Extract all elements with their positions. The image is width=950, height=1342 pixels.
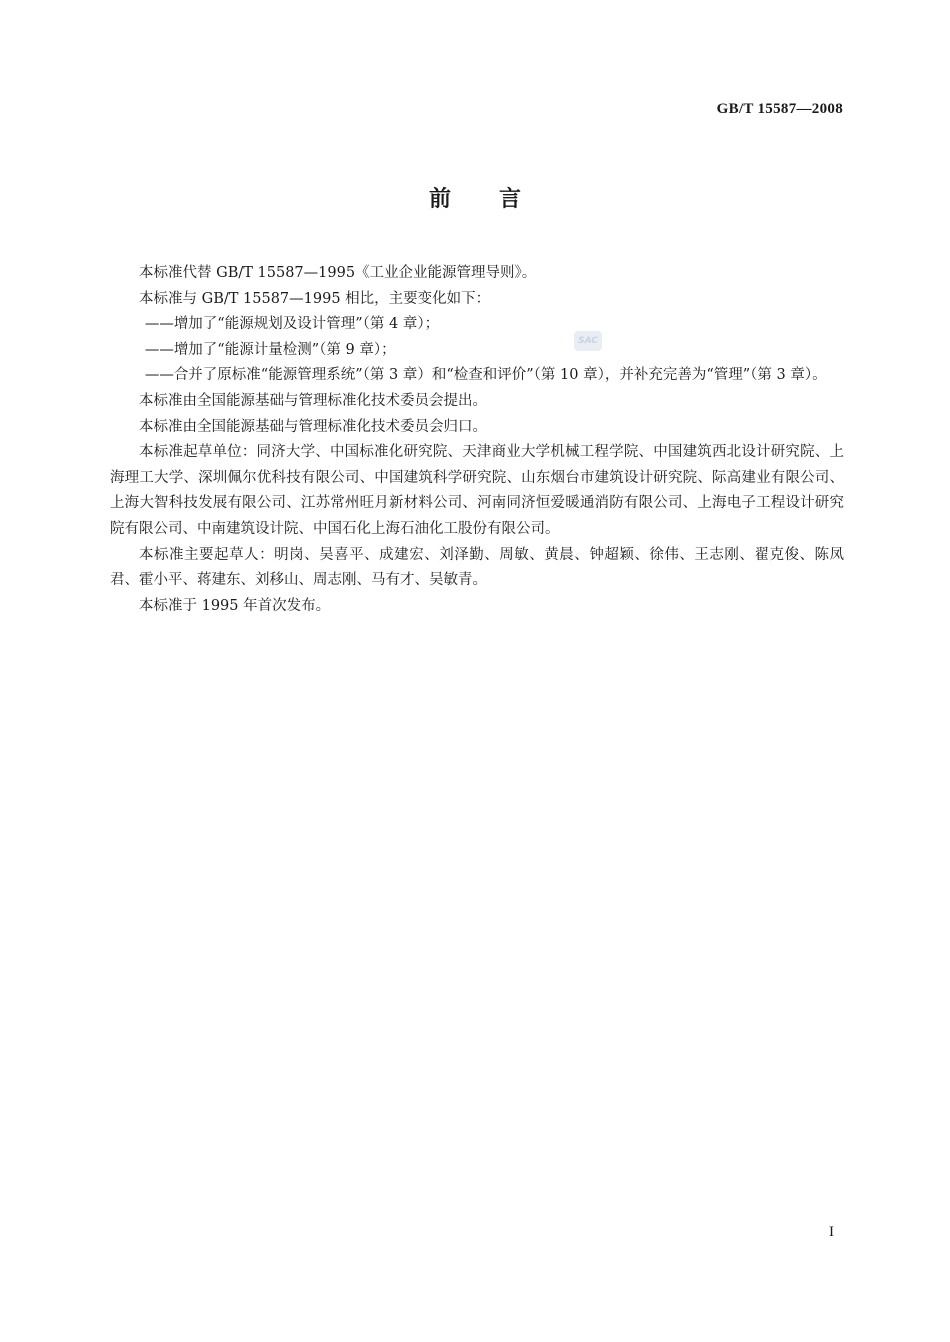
change-item-3: ——合并了原标准“能源管理系统”（第 3 章）和“检查和评价”（第 10 章），并补充完善为“管理”（第 3 章）。 (144, 367, 827, 384)
paragraph-proposed-by: 本标准由全国能源基础与管理标准化技术委员会提出。 (139, 392, 487, 409)
change-item-1: ——增加了“能源规划及设计管理”（第 4 章）； (144, 316, 440, 333)
change-item-2: ——增加了“能源计量检测”（第 9 章）； (144, 341, 396, 358)
paragraph-first-issued: 本标准于 1995 年首次发布。 (139, 597, 331, 614)
standard-code: GB/T 15587—2008 (716, 101, 843, 117)
paragraph-drafting-units: 本标准起草单位：同济大学、中国标准化研究院、天津商业大学机械工程学院、中国建筑西北设计研究院、上海理工大学、深圳佩尔优科技有限公司、中国建筑科学研究院、山东烟台市建筑设计研究院、际高建业有限公司、上海大智科技发展有限公司、江苏常州旺月新材料公司、河南同济恒爱暖通消防有限公司、上海电子工程设计研究院有限公司、中南建筑设计院、中国石化上海石油化工股份有限公司。 (110, 444, 844, 537)
page-title: 前言 (428, 187, 569, 212)
paragraph-replaces: 本标准代替 GB/T 15587—1995《工业企业能源管理导则》。 (139, 265, 537, 281)
paragraph-drafters: 本标准主要起草人：明岗、吴喜平、成建宏、刘泽勤、周敏、黄晨、钟超颖、徐伟、王志刚、翟克俊、陈凤君、霍小平、蒋建东、刘移山、周志刚、马有才、吴敏青。 (110, 546, 844, 589)
page-number: I (829, 1224, 834, 1240)
preface-body (110, 261, 844, 619)
paragraph-administered-by: 本标准由全国能源基础与管理标准化技术委员会归口。 (139, 418, 487, 435)
sac-watermark-logo: SAC (574, 331, 602, 351)
paragraph-changes-intro: 本标准与 GB/T 15587—1995 相比，主要变化如下： (139, 290, 491, 307)
